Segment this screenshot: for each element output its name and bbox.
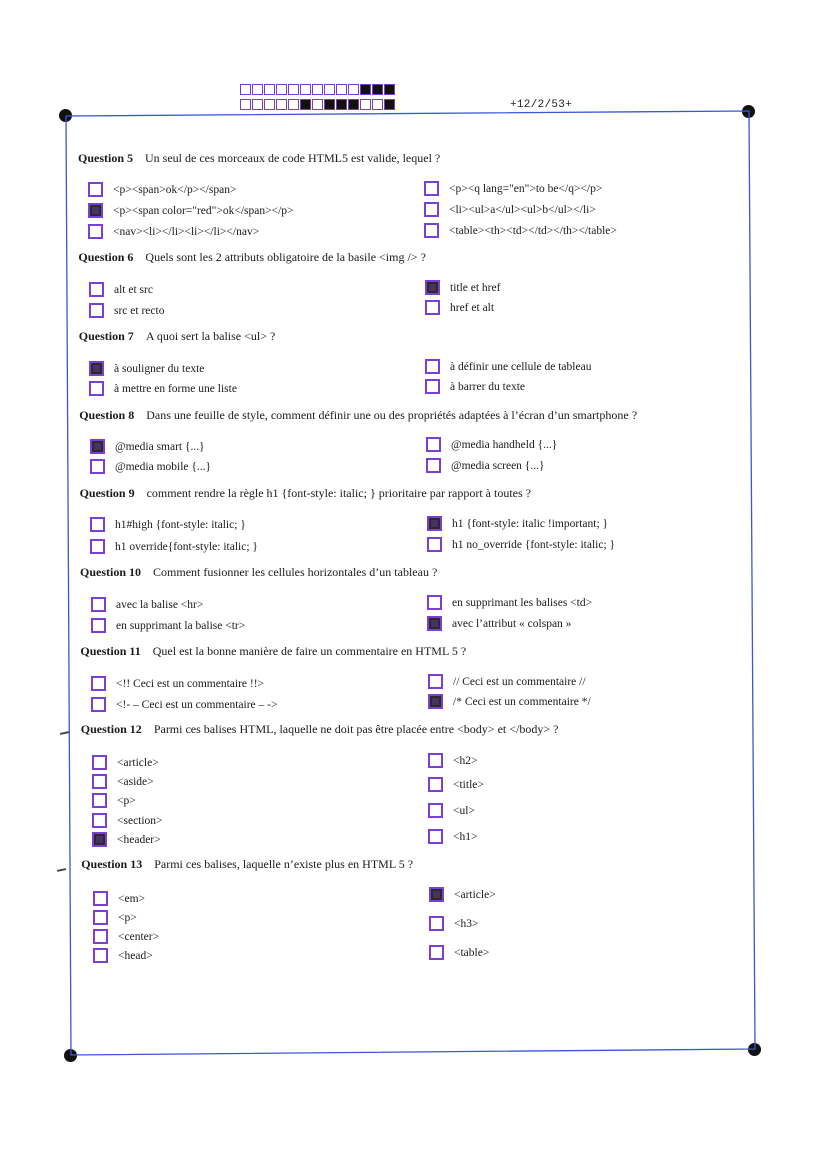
id-code-cell bbox=[276, 84, 287, 95]
id-code-cell bbox=[252, 84, 263, 95]
answer-text: @media handheld {...} bbox=[451, 438, 558, 451]
answer-option-left[interactable] bbox=[90, 517, 246, 532]
id-code-cell bbox=[312, 84, 323, 95]
page-code: +12/2/53+ bbox=[510, 99, 573, 111]
id-code-cell bbox=[336, 99, 347, 110]
question-heading bbox=[80, 486, 531, 501]
checkbox[interactable] bbox=[91, 697, 106, 712]
question-text: Quel est la bonne manière de faire un commentaire en HTML 5 ? bbox=[152, 644, 467, 658]
answer-option-right[interactable] bbox=[425, 379, 525, 394]
answer-option-right[interactable] bbox=[424, 202, 596, 217]
question-label: Question 8 bbox=[79, 408, 135, 422]
checkbox[interactable] bbox=[92, 755, 107, 770]
question-text: Quels sont les 2 attributs obligatoire de la basile <img /> ? bbox=[145, 250, 426, 264]
question-label: Question 12 bbox=[80, 722, 142, 736]
checkbox[interactable] bbox=[90, 517, 105, 532]
answer-text: <!! Ceci est un commentaire !!> bbox=[116, 677, 265, 690]
answer-option-right[interactable] bbox=[426, 437, 557, 452]
answer-text: <ul> bbox=[453, 804, 475, 817]
id-code-cell bbox=[372, 84, 383, 95]
answer-text: /* Ceci est un commentaire */ bbox=[453, 695, 591, 708]
answer-option-left[interactable] bbox=[92, 813, 163, 828]
answer-text: à souligner du texte bbox=[114, 362, 205, 375]
id-code-cell bbox=[300, 99, 311, 110]
answer-option-left[interactable] bbox=[92, 774, 154, 789]
answer-option-right[interactable] bbox=[428, 674, 586, 689]
question-heading bbox=[79, 408, 637, 423]
answer-option-left[interactable] bbox=[88, 203, 294, 218]
checkbox[interactable] bbox=[92, 774, 107, 789]
answer-text: <h1> bbox=[453, 830, 478, 843]
answer-text: <nav><li></li><li></li></nav> bbox=[113, 225, 260, 238]
question-label: Question 10 bbox=[80, 565, 142, 579]
id-code-cell bbox=[276, 99, 287, 110]
id-code-cell bbox=[288, 99, 299, 110]
answer-option-right[interactable] bbox=[426, 458, 544, 473]
answer-text: <head> bbox=[118, 949, 153, 962]
answer-option-left[interactable] bbox=[89, 361, 204, 376]
question-label: Question 11 bbox=[80, 644, 141, 658]
answer-text: <p><span color="red">ok</span></p> bbox=[113, 204, 294, 217]
id-code-cell bbox=[264, 84, 275, 95]
id-code-cell bbox=[360, 99, 371, 110]
answer-text: h1 no_override {font-style: italic; } bbox=[452, 538, 616, 551]
answer-text: à barrer du texte bbox=[450, 380, 526, 393]
question-label: Question 5 bbox=[78, 151, 134, 165]
question-label: Question 9 bbox=[79, 486, 135, 500]
answer-option-right[interactable] bbox=[425, 300, 494, 315]
question-text: Parmi ces balises, laquelle n’existe plus en HTML 5 ? bbox=[154, 857, 414, 871]
checkbox[interactable] bbox=[426, 458, 441, 473]
checkbox[interactable] bbox=[428, 829, 443, 844]
checkbox[interactable] bbox=[91, 618, 106, 633]
question-heading bbox=[81, 857, 413, 872]
answer-text: <table><th><td></td></th></table> bbox=[449, 224, 617, 237]
checkbox-checked[interactable] bbox=[92, 832, 107, 847]
checkbox[interactable] bbox=[93, 948, 108, 963]
question-text: Comment fusionner les cellules horizontales d’un tableau ? bbox=[153, 565, 438, 579]
answer-option-left[interactable] bbox=[90, 539, 258, 554]
checkbox-checked[interactable] bbox=[428, 694, 443, 709]
answer-option-right[interactable] bbox=[424, 181, 602, 196]
answer-option-left[interactable] bbox=[92, 832, 161, 847]
answer-text: <center> bbox=[118, 930, 160, 943]
answer-text: @media smart {...} bbox=[115, 440, 205, 453]
question-text: comment rendre la règle h1 {font-style: italic; } prioritaire par rapport à toutes ? bbox=[146, 486, 531, 500]
id-code-row bbox=[240, 99, 396, 111]
checkbox[interactable] bbox=[425, 359, 440, 374]
checkbox[interactable] bbox=[428, 753, 443, 768]
question-heading bbox=[80, 565, 437, 580]
question-heading bbox=[78, 250, 426, 265]
checkbox-checked[interactable] bbox=[89, 361, 104, 376]
id-code-cell bbox=[312, 99, 323, 110]
answer-text: en supprimant les balises <td> bbox=[452, 596, 593, 609]
checkbox[interactable] bbox=[92, 793, 107, 808]
checkbox[interactable] bbox=[428, 674, 443, 689]
answer-text: <p> bbox=[118, 911, 137, 924]
question-text: Parmi ces balises HTML, laquelle ne doit pas être placée entre <body> et </body> ? bbox=[153, 722, 559, 736]
answer-option-right[interactable] bbox=[424, 223, 617, 238]
id-code-cell bbox=[240, 99, 251, 110]
checkbox-checked[interactable] bbox=[427, 616, 442, 631]
question-label: Question 13 bbox=[81, 857, 143, 871]
id-code-cell bbox=[348, 84, 359, 95]
id-code-cell bbox=[252, 99, 263, 110]
answer-option-right[interactable] bbox=[428, 803, 475, 818]
answer-option-right[interactable] bbox=[429, 945, 489, 960]
answer-text: href et alt bbox=[450, 301, 495, 314]
answer-option-right[interactable] bbox=[427, 537, 615, 552]
answer-text: <p><span>ok</p></span> bbox=[113, 183, 237, 196]
checkbox-checked[interactable] bbox=[429, 887, 444, 902]
checkbox[interactable] bbox=[428, 777, 443, 792]
checkbox[interactable] bbox=[425, 379, 440, 394]
answer-option-left[interactable] bbox=[93, 891, 145, 906]
answer-option-right[interactable] bbox=[427, 595, 592, 610]
id-code-cell bbox=[264, 99, 275, 110]
question-heading bbox=[81, 722, 559, 737]
checkbox[interactable] bbox=[88, 182, 103, 197]
answer-text: <p><q lang="en">to be</q></p> bbox=[449, 182, 603, 195]
answer-text: <table> bbox=[454, 946, 490, 959]
answer-text: @media screen {...} bbox=[451, 459, 545, 472]
id-code-cell bbox=[384, 84, 395, 95]
answer-option-left[interactable] bbox=[92, 793, 136, 808]
question-heading bbox=[79, 329, 276, 344]
answer-option-left[interactable] bbox=[91, 597, 203, 612]
answer-option-left[interactable] bbox=[93, 948, 153, 963]
checkbox[interactable] bbox=[93, 910, 108, 925]
answer-text: <h3> bbox=[454, 917, 479, 930]
answer-option-left[interactable] bbox=[89, 303, 164, 318]
answer-option-left[interactable] bbox=[91, 697, 277, 712]
question-label: Question 6 bbox=[78, 250, 134, 264]
question-heading bbox=[78, 151, 440, 166]
checkbox[interactable] bbox=[92, 813, 107, 828]
answer-text: <h2> bbox=[453, 754, 478, 767]
answer-option-left[interactable] bbox=[89, 381, 237, 396]
answer-text: <!- – Ceci est un commentaire – -> bbox=[116, 698, 278, 711]
checkbox-checked[interactable] bbox=[88, 203, 103, 218]
question-text: A quoi sert la balise <ul> ? bbox=[145, 329, 276, 343]
answer-option-right[interactable] bbox=[425, 359, 591, 374]
answer-text: <article> bbox=[454, 888, 496, 901]
answer-option-left[interactable] bbox=[92, 755, 159, 770]
answer-option-left[interactable] bbox=[93, 929, 159, 944]
answer-option-right[interactable] bbox=[428, 829, 477, 844]
id-code-cell bbox=[372, 99, 383, 110]
checkbox[interactable] bbox=[91, 676, 106, 691]
answer-option-left[interactable] bbox=[90, 439, 205, 454]
checkbox-checked[interactable] bbox=[425, 280, 440, 295]
answer-text: h1#high {font-style: italic; } bbox=[115, 518, 246, 531]
question-text: Dans une feuille de style, comment définir une ou des propriétés adaptées à l’écran d’un smartphone ? bbox=[146, 408, 638, 422]
answer-text: <li><ul>a</ul><ul>b</ul></li> bbox=[449, 203, 596, 216]
checkbox[interactable] bbox=[424, 181, 439, 196]
answer-text: avec l’attribut « colspan » bbox=[452, 617, 572, 630]
checkbox[interactable] bbox=[90, 459, 105, 474]
answer-option-left[interactable] bbox=[91, 676, 264, 691]
checkbox[interactable] bbox=[429, 945, 444, 960]
checkbox[interactable] bbox=[91, 597, 106, 612]
id-code-cell bbox=[324, 99, 335, 110]
answer-text: <article> bbox=[117, 756, 159, 769]
checkbox[interactable] bbox=[426, 437, 441, 452]
answer-text: avec la balise <hr> bbox=[116, 598, 204, 611]
answer-option-left[interactable] bbox=[93, 910, 137, 925]
checkbox-checked[interactable] bbox=[90, 439, 105, 454]
answer-text: // Ceci est un commentaire // bbox=[453, 675, 586, 688]
answer-option-right[interactable] bbox=[428, 753, 477, 768]
answer-option-left[interactable] bbox=[88, 224, 259, 239]
answer-text: title et href bbox=[450, 281, 501, 294]
id-code-row bbox=[240, 84, 396, 96]
id-code-cell bbox=[336, 84, 347, 95]
answer-option-right[interactable] bbox=[429, 887, 496, 902]
question-heading bbox=[80, 644, 466, 659]
answer-text: h1 {font-style: italic !important; } bbox=[452, 517, 609, 530]
id-code-cell bbox=[288, 84, 299, 95]
answer-option-right[interactable] bbox=[428, 777, 484, 792]
checkbox[interactable] bbox=[93, 891, 108, 906]
answer-text: à mettre en forme une liste bbox=[114, 382, 237, 395]
answer-option-right[interactable] bbox=[425, 280, 500, 295]
checkbox[interactable] bbox=[89, 381, 104, 396]
id-code-cell bbox=[300, 84, 311, 95]
answer-option-right[interactable] bbox=[427, 516, 608, 531]
checkbox[interactable] bbox=[429, 916, 444, 931]
answer-option-right[interactable] bbox=[429, 916, 478, 931]
answer-option-right[interactable] bbox=[427, 616, 571, 631]
answer-text: alt et src bbox=[114, 283, 153, 296]
answer-text: <section> bbox=[117, 814, 163, 827]
checkbox-checked[interactable] bbox=[427, 516, 442, 531]
checkbox[interactable] bbox=[93, 929, 108, 944]
checkbox[interactable] bbox=[428, 803, 443, 818]
question-label: Question 7 bbox=[78, 329, 134, 343]
checkbox[interactable] bbox=[424, 202, 439, 217]
answer-text: src et recto bbox=[114, 304, 165, 317]
id-code-cell bbox=[384, 99, 395, 110]
answer-option-left[interactable] bbox=[89, 282, 153, 297]
answer-option-left[interactable] bbox=[88, 182, 236, 197]
checkbox[interactable] bbox=[89, 282, 104, 297]
answer-text: à définir une cellule de tableau bbox=[450, 360, 592, 373]
answer-text: h1 override{font-style: italic; } bbox=[115, 540, 258, 553]
answer-text: <aside> bbox=[117, 775, 154, 788]
answer-option-left[interactable] bbox=[91, 618, 245, 633]
checkbox[interactable] bbox=[424, 223, 439, 238]
id-code-cell bbox=[240, 84, 251, 95]
checkbox[interactable] bbox=[89, 303, 104, 318]
checkbox[interactable] bbox=[427, 595, 442, 610]
checkbox[interactable] bbox=[427, 537, 442, 552]
checkbox[interactable] bbox=[90, 539, 105, 554]
answer-text: <p> bbox=[117, 794, 136, 807]
id-code-cell bbox=[324, 84, 335, 95]
answer-text: en supprimant la balise <tr> bbox=[116, 619, 246, 632]
answer-text: <em> bbox=[118, 892, 146, 905]
answer-text: @media mobile {...} bbox=[115, 460, 212, 473]
answer-option-left[interactable] bbox=[90, 459, 211, 474]
answer-option-right[interactable] bbox=[428, 694, 591, 709]
answer-text: <title> bbox=[453, 778, 484, 791]
id-code-cell bbox=[360, 84, 371, 95]
id-code-cell bbox=[348, 99, 359, 110]
checkbox[interactable] bbox=[425, 300, 440, 315]
question-text: Un seul de ces morceaux de code HTML5 est valide, lequel ? bbox=[145, 151, 441, 165]
answer-text: <header> bbox=[117, 833, 161, 846]
checkbox[interactable] bbox=[88, 224, 103, 239]
